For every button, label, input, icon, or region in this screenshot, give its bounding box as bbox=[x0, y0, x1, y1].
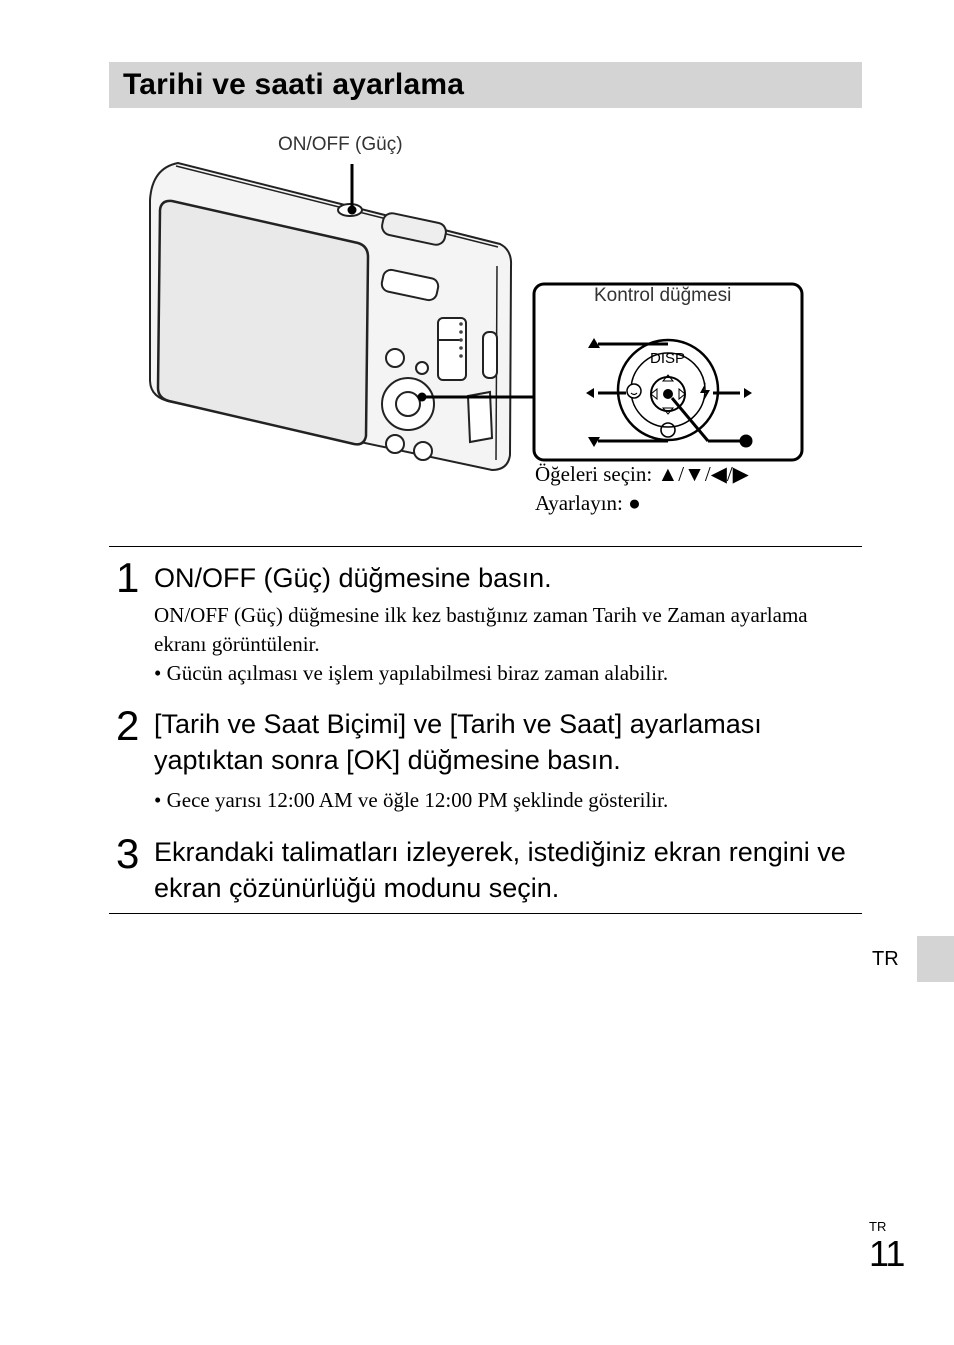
camera-body bbox=[150, 163, 511, 470]
control-button-label: Kontrol düğmesi bbox=[594, 285, 732, 306]
section-title: Tarihi ve saati ayarlama bbox=[123, 68, 465, 101]
step-number: 1 bbox=[116, 554, 140, 601]
step-number: 3 bbox=[116, 830, 140, 877]
language-tab-label: TR bbox=[872, 948, 899, 970]
power-button-leader bbox=[338, 164, 362, 216]
step-body: ON/OFF (Güç) düğmesine ilk kez bastığınız zaman Tarih ve Zaman ayarlama ekranı görüntülenir. bbox=[154, 603, 808, 656]
step-heading: Ekrandaki talimatları izleyerek, istediğiniz ekran rengini ve ekran çözünürlüğü modunu seçin. bbox=[154, 837, 846, 903]
step-number: 2 bbox=[116, 702, 140, 749]
camera-illustration bbox=[0, 0, 954, 540]
divider-top bbox=[109, 546, 862, 547]
page-language-label: TR bbox=[869, 1219, 887, 1234]
disp-label: DISP bbox=[650, 350, 686, 367]
onoff-label: ON/OFF (Güç) bbox=[278, 134, 403, 155]
step-note: • Gücün açılması ve işlem yapılabilmesi biraz zaman alabilir. bbox=[154, 661, 669, 685]
step-note: • Gece yarısı 12:00 AM ve öğle 12:00 PM şeklinde gösterilir. bbox=[154, 788, 669, 812]
step-heading: ON/OFF (Güç) düğmesine basın. bbox=[154, 563, 552, 593]
step-heading: [Tarih ve Saat Biçimi] ve [Tarih ve Saat] ayarlaması yaptıktan sonra [OK] düğmesine basın. bbox=[154, 709, 762, 775]
page-number: 11 bbox=[869, 1233, 905, 1274]
divider-bottom bbox=[109, 913, 862, 914]
center-button-icon bbox=[740, 435, 753, 448]
select-items-caption: Öğeleri seçin: ▲/▼/◀/▶ bbox=[535, 462, 749, 486]
language-tab-marker bbox=[917, 936, 954, 982]
camera-diagram bbox=[0, 0, 954, 540]
set-caption: Ayarlayın: ● bbox=[535, 491, 641, 515]
